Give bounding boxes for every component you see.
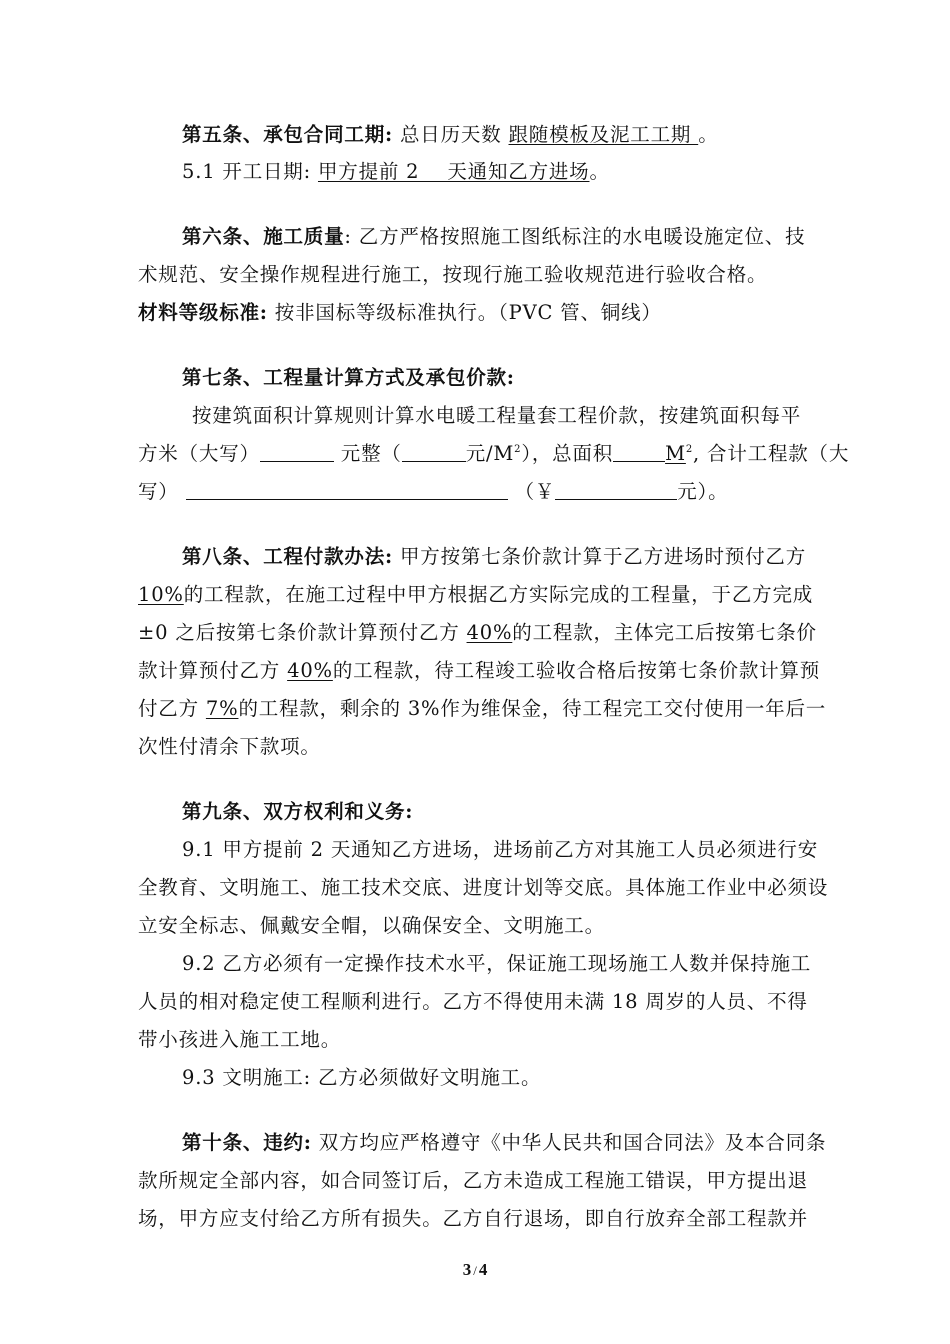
art10-line2: 款所规定全部内容，如合同签订后，乙方未造成工程施工错误，甲方提出退	[138, 1169, 808, 1192]
art7-l3-a: 写）	[138, 480, 179, 503]
art5-period: 跟随模板及泥工工期	[508, 123, 699, 146]
art8-l1-rest: 甲方按第七条价款计算于乙方进场时预付乙方	[393, 545, 806, 568]
art7-l2-b: 元整（	[333, 442, 402, 465]
total-amount-blank[interactable]	[555, 479, 677, 500]
art9-title-text: 第九条、双方权利和义务:	[182, 800, 414, 823]
art8-l3-a: ±0 之后按第七条价款计算预付乙方	[138, 621, 467, 644]
art6-text1: : 乙方严格按照施工图纸标注的水电暖设施定位、技	[344, 225, 806, 248]
art5-1-label: 5.1 开工日期:	[182, 160, 318, 183]
art5-title: 第五条、承包合同工期:	[182, 123, 393, 146]
art5-line	[182, 115, 860, 155]
art9-p1-line1: 9.1 甲方提前 2 天通知乙方进场，进场前乙方对其施工人员必须进行安	[182, 838, 819, 861]
page-current: 3	[462, 1260, 472, 1279]
art7-l2-e: M	[665, 442, 686, 465]
art7-line2	[138, 434, 860, 474]
art10-line3: 场，甲方应支付给乙方所有损失。乙方自行退场，即自行放弃全部工程款并	[138, 1207, 808, 1230]
art10-title: 第十条、违约:	[182, 1131, 312, 1154]
art7-l2-d: ），总面积	[521, 442, 614, 465]
unit-price-daxie-blank[interactable]	[260, 441, 334, 462]
art6-line2: 术规范、安全操作规程进行施工，按现行施工验收规范进行验收合格。	[138, 263, 768, 286]
art8-l5-a: 付乙方	[138, 697, 206, 720]
pct-40-a: 40%	[466, 621, 513, 644]
art5-1-value: 甲方提前 2 天通知乙方进场	[317, 160, 590, 183]
art7-l2-c: 元/M	[465, 442, 515, 465]
sq-sup-2: 2	[685, 444, 694, 455]
art8-l4-b: 的工程款，待工程竣工验收合格后按第七条价款计算预	[332, 659, 821, 682]
art9-p1-line2: 全教育、文明施工、施工技术交底、进度计划等交底。具体施工作业中必须设	[138, 876, 829, 899]
art6-title: 第六条、施工质量	[182, 225, 345, 248]
art8-title: 第八条、工程付款办法:	[182, 545, 393, 568]
art5-1-line	[182, 152, 860, 192]
total-area-blank[interactable]	[613, 441, 665, 462]
art9-p2-line3: 带小孩进入施工工地。	[138, 1028, 342, 1051]
art6-material-title: 材料等级标准:	[138, 301, 268, 324]
art9-p3: 9.3 文明施工: 乙方必须做好文明施工。	[182, 1066, 542, 1089]
art7-l2-a: 方米（大写）	[138, 442, 260, 465]
art7-l2-f: , 合计工程款（大	[693, 442, 850, 465]
art8-l2-rest: 的工程款，在施工过程中甲方根据乙方实际完成的工程量，于乙方完成	[183, 583, 814, 606]
pct-40-b: 40%	[287, 659, 333, 682]
art9-p2-line1: 9.2 乙方必须有一定操作技术水平，保证施工现场施工人数并保持施工	[182, 952, 812, 975]
art6-material-line	[138, 293, 860, 333]
unit-price-blank[interactable]	[402, 441, 466, 462]
pct-7: 7%	[205, 697, 239, 720]
art7-line3	[138, 472, 860, 512]
art7-l3-c: 元）。	[677, 480, 729, 503]
art8-line5	[138, 689, 860, 729]
art8-line2	[138, 575, 860, 615]
art8-line4	[138, 651, 860, 691]
total-amount-daxie-blank[interactable]	[186, 479, 508, 500]
art10-line1	[182, 1123, 860, 1163]
art5-end: 。	[698, 123, 719, 146]
art9-p1-line3: 立安全标志、佩戴安全帽，以确保安全、文明施工。	[138, 914, 605, 937]
art8-l5-b: 的工程款，剩余的 3%作为维保金，待工程完工交付使用一年后一	[238, 697, 827, 720]
art5-1-end: 。	[589, 160, 610, 183]
art8-line3	[138, 613, 860, 653]
page-sep: /	[473, 1263, 477, 1278]
art9-p2-line2: 人员的相对稳定使工程顺利进行。乙方不得使用未满 18 周岁的人员、不得	[138, 990, 808, 1013]
art10-l1-rest: 双方均应严格遵守《中华人民共和国合同法》及本合同条	[311, 1131, 827, 1154]
art8-line6: 次性付清余下款项。	[138, 735, 321, 758]
art7-title	[182, 358, 860, 398]
art7-l3-b: （￥	[514, 480, 556, 503]
art7-line1: 按建筑面积计算规则计算水电暖工程量套工程价款，按建筑面积每平	[192, 404, 802, 427]
art7-title-text: 第七条、工程量计算方式及承包价款:	[182, 366, 515, 389]
art8-line1	[182, 537, 860, 577]
art8-l4-a: 款计算预付乙方	[138, 659, 288, 682]
sq-sup-1: 2	[514, 444, 522, 455]
art5-text: 总日历天数	[393, 123, 509, 146]
page-number	[0, 1260, 950, 1280]
art9-title	[182, 792, 860, 832]
page-total: 4	[478, 1260, 488, 1279]
art6-line1	[182, 217, 860, 257]
pct-10: 10%	[138, 583, 184, 606]
art6-material-text: 按非国标等级标准执行。（PVC 管、铜线）	[267, 301, 662, 324]
art8-l3-b: 的工程款，主体完工后按第七条价	[512, 621, 817, 644]
